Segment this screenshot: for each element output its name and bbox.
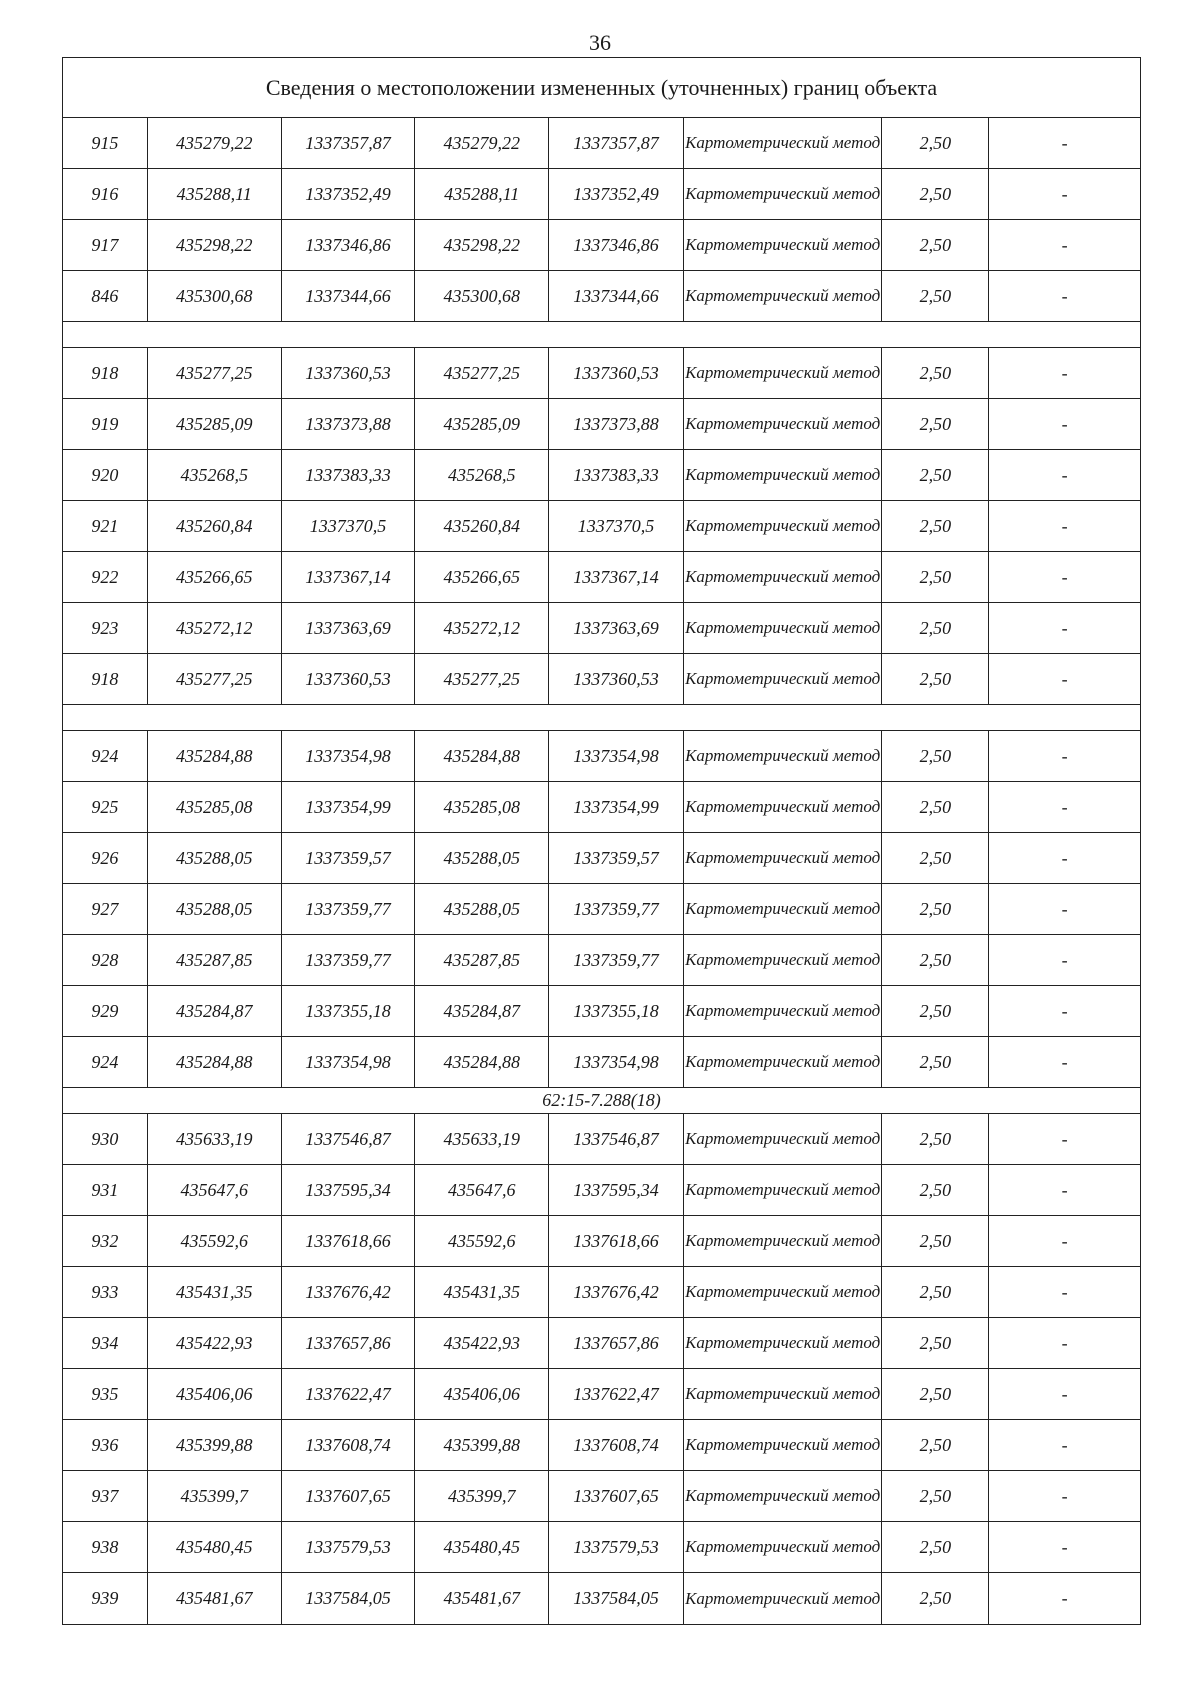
method-cell: Картометрический метод <box>684 552 883 602</box>
x-existing-cell: 435284,88 <box>148 731 282 781</box>
section-separator: 62:15-7.288(18) <box>63 1088 1140 1114</box>
table-row <box>63 1522 1140 1573</box>
y-refined-cell: 1337584,05 <box>549 1573 684 1624</box>
table-row <box>63 399 1140 450</box>
x-refined-cell: 435272,12 <box>415 603 549 653</box>
note-cell: - <box>1061 796 1068 817</box>
method-cell: Картометрический метод <box>684 1267 883 1317</box>
accuracy-cell: 2,50 <box>882 1165 989 1215</box>
method-cell: Картометрический метод <box>684 118 883 168</box>
x-refined-cell: 435481,67 <box>415 1573 549 1624</box>
point-number-cell: 919 <box>63 399 148 449</box>
y-refined-cell: 1337373,88 <box>549 399 684 449</box>
y-refined-cell: 1337363,69 <box>549 603 684 653</box>
table-row <box>63 603 1140 654</box>
point-number-cell: 931 <box>63 1165 148 1215</box>
y-existing-cell: 1337354,99 <box>282 782 416 832</box>
x-existing-cell: 435431,35 <box>148 1267 282 1317</box>
method-cell: Картометрический метод <box>684 884 883 934</box>
x-refined-cell: 435277,25 <box>415 654 549 704</box>
table-row <box>63 986 1140 1037</box>
table-title: Сведения о местоположении измененных (уточненных) границ объекта <box>63 58 1140 118</box>
x-refined-cell: 435406,06 <box>415 1369 549 1419</box>
accuracy-cell: 2,50 <box>882 1318 989 1368</box>
accuracy-cell: 2,50 <box>882 603 989 653</box>
page-number: 36 <box>589 30 611 55</box>
note-cell: - <box>1061 949 1068 970</box>
note-cell: - <box>1061 515 1068 536</box>
table-row <box>63 348 1140 399</box>
y-existing-cell: 1337346,86 <box>282 220 416 270</box>
y-existing-cell: 1337344,66 <box>282 271 416 321</box>
y-existing-cell: 1337607,65 <box>282 1471 416 1521</box>
x-refined-cell: 435300,68 <box>415 271 549 321</box>
accuracy-cell: 2,50 <box>882 1037 989 1087</box>
table-row <box>63 1267 1140 1318</box>
table-row <box>63 654 1140 705</box>
y-refined-cell: 1337360,53 <box>549 654 684 704</box>
note-cell: - <box>1061 464 1068 485</box>
accuracy-cell: 2,50 <box>882 1369 989 1419</box>
y-refined-cell: 1337622,47 <box>549 1369 684 1419</box>
method-cell: Картометрический метод <box>684 935 883 985</box>
accuracy-cell: 2,50 <box>882 348 989 398</box>
table-row <box>63 220 1140 271</box>
accuracy-cell: 2,50 <box>882 1471 989 1521</box>
accuracy-cell: 2,50 <box>882 450 989 500</box>
x-existing-cell: 435260,84 <box>148 501 282 551</box>
x-refined-cell: 435268,5 <box>415 450 549 500</box>
y-existing-cell: 1337354,98 <box>282 731 416 781</box>
x-refined-cell: 435647,6 <box>415 1165 549 1215</box>
note-cell: - <box>1061 1332 1068 1353</box>
note-cell: - <box>1061 1383 1068 1404</box>
x-refined-cell: 435399,88 <box>415 1420 549 1470</box>
point-number-cell: 922 <box>63 552 148 602</box>
x-existing-cell: 435633,19 <box>148 1114 282 1164</box>
x-refined-cell: 435592,6 <box>415 1216 549 1266</box>
x-refined-cell: 435422,93 <box>415 1318 549 1368</box>
point-number-cell: 937 <box>63 1471 148 1521</box>
table-row <box>63 731 1140 782</box>
method-cell: Картометрический метод <box>684 1369 883 1419</box>
y-existing-cell: 1337359,77 <box>282 935 416 985</box>
y-refined-cell: 1337344,66 <box>549 271 684 321</box>
accuracy-cell: 2,50 <box>882 399 989 449</box>
note-cell: - <box>1061 183 1068 204</box>
y-refined-cell: 1337657,86 <box>549 1318 684 1368</box>
y-refined-cell: 1337352,49 <box>549 169 684 219</box>
table-row <box>63 118 1140 169</box>
method-cell: Картометрический метод <box>684 1471 883 1521</box>
method-cell: Картометрический метод <box>684 271 883 321</box>
note-cell: - <box>1061 847 1068 868</box>
accuracy-cell: 2,50 <box>882 501 989 551</box>
x-existing-cell: 435399,88 <box>148 1420 282 1470</box>
method-cell: Картометрический метод <box>684 1037 883 1087</box>
accuracy-cell: 2,50 <box>882 833 989 883</box>
table-row <box>63 1037 1140 1088</box>
y-refined-cell: 1337579,53 <box>549 1522 684 1572</box>
x-existing-cell: 435277,25 <box>148 348 282 398</box>
y-refined-cell: 1337608,74 <box>549 1420 684 1470</box>
x-existing-cell: 435284,88 <box>148 1037 282 1087</box>
method-cell: Картометрический метод <box>684 654 883 704</box>
method-cell: Картометрический метод <box>684 501 883 551</box>
x-refined-cell: 435298,22 <box>415 220 549 270</box>
x-existing-cell: 435399,7 <box>148 1471 282 1521</box>
y-existing-cell: 1337676,42 <box>282 1267 416 1317</box>
x-existing-cell: 435647,6 <box>148 1165 282 1215</box>
point-number-cell: 925 <box>63 782 148 832</box>
point-number-cell: 924 <box>63 731 148 781</box>
x-refined-cell: 435260,84 <box>415 501 549 551</box>
point-number-cell: 934 <box>63 1318 148 1368</box>
table-row <box>63 1216 1140 1267</box>
point-number-cell: 918 <box>63 654 148 704</box>
method-cell: Картометрический метод <box>684 1165 883 1215</box>
table-row <box>63 450 1140 501</box>
point-number-cell: 927 <box>63 884 148 934</box>
boundary-table <box>62 57 1141 1625</box>
y-existing-cell: 1337360,53 <box>282 654 416 704</box>
table-row <box>63 935 1140 986</box>
x-refined-cell: 435284,88 <box>415 731 549 781</box>
y-existing-cell: 1337354,98 <box>282 1037 416 1087</box>
method-cell: Картометрический метод <box>684 1216 883 1266</box>
x-existing-cell: 435288,05 <box>148 833 282 883</box>
accuracy-cell: 2,50 <box>882 1216 989 1266</box>
x-existing-cell: 435277,25 <box>148 654 282 704</box>
note-cell: - <box>1061 132 1068 153</box>
y-existing-cell: 1337352,49 <box>282 169 416 219</box>
y-refined-cell: 1337367,14 <box>549 552 684 602</box>
y-refined-cell: 1337357,87 <box>549 118 684 168</box>
method-cell: Картометрический метод <box>684 731 883 781</box>
y-existing-cell: 1337367,14 <box>282 552 416 602</box>
note-cell: - <box>1061 285 1068 306</box>
y-existing-cell: 1337373,88 <box>282 399 416 449</box>
method-cell: Картометрический метод <box>684 833 883 883</box>
note-cell: - <box>1061 413 1068 434</box>
table-row <box>63 501 1140 552</box>
y-existing-cell: 1337359,57 <box>282 833 416 883</box>
x-refined-cell: 435284,88 <box>415 1037 549 1087</box>
method-cell: Картометрический метод <box>684 1420 883 1470</box>
y-refined-cell: 1337354,98 <box>549 731 684 781</box>
y-refined-cell: 1337383,33 <box>549 450 684 500</box>
x-existing-cell: 435481,67 <box>148 1573 282 1624</box>
point-number-cell: 921 <box>63 501 148 551</box>
x-refined-cell: 435285,08 <box>415 782 549 832</box>
accuracy-cell: 2,50 <box>882 1114 989 1164</box>
accuracy-cell: 2,50 <box>882 782 989 832</box>
note-cell: - <box>1061 1434 1068 1455</box>
method-cell: Картометрический метод <box>684 603 883 653</box>
y-existing-cell: 1337355,18 <box>282 986 416 1036</box>
y-refined-cell: 1337346,86 <box>549 220 684 270</box>
accuracy-cell: 2,50 <box>882 654 989 704</box>
table-row <box>63 1318 1140 1369</box>
x-refined-cell: 435480,45 <box>415 1522 549 1572</box>
accuracy-cell: 2,50 <box>882 1522 989 1572</box>
accuracy-cell: 2,50 <box>882 1420 989 1470</box>
y-refined-cell: 1337355,18 <box>549 986 684 1036</box>
y-existing-cell: 1337622,47 <box>282 1369 416 1419</box>
y-refined-cell: 1337354,98 <box>549 1037 684 1087</box>
table-body <box>63 118 1140 1624</box>
note-cell: - <box>1061 234 1068 255</box>
note-cell: - <box>1061 1179 1068 1200</box>
table-row <box>63 782 1140 833</box>
point-number-cell: 935 <box>63 1369 148 1419</box>
x-existing-cell: 435288,11 <box>148 169 282 219</box>
accuracy-cell: 2,50 <box>882 118 989 168</box>
note-cell: - <box>1061 1051 1068 1072</box>
note-cell: - <box>1061 617 1068 638</box>
note-cell: - <box>1061 745 1068 766</box>
x-refined-cell: 435431,35 <box>415 1267 549 1317</box>
point-number-cell: 918 <box>63 348 148 398</box>
accuracy-cell: 2,50 <box>882 220 989 270</box>
x-refined-cell: 435279,22 <box>415 118 549 168</box>
x-refined-cell: 435287,85 <box>415 935 549 985</box>
table-row <box>63 1573 1140 1624</box>
y-refined-cell: 1337595,34 <box>549 1165 684 1215</box>
method-cell: Картометрический метод <box>684 348 883 398</box>
point-number-cell: 938 <box>63 1522 148 1572</box>
y-existing-cell: 1337370,5 <box>282 501 416 551</box>
point-number-cell: 932 <box>63 1216 148 1266</box>
note-cell: - <box>1061 1485 1068 1506</box>
x-refined-cell: 435288,05 <box>415 884 549 934</box>
point-number-cell: 933 <box>63 1267 148 1317</box>
point-number-cell: 917 <box>63 220 148 270</box>
method-cell: Картометрический метод <box>684 1318 883 1368</box>
x-refined-cell: 435266,65 <box>415 552 549 602</box>
y-refined-cell: 1337618,66 <box>549 1216 684 1266</box>
note-cell: - <box>1061 1000 1068 1021</box>
table-row <box>63 1114 1140 1165</box>
table-row <box>63 552 1140 603</box>
accuracy-cell: 2,50 <box>882 884 989 934</box>
method-cell: Картометрический метод <box>684 169 883 219</box>
y-refined-cell: 1337546,87 <box>549 1114 684 1164</box>
note-cell: - <box>1061 898 1068 919</box>
method-cell: Картометрический метод <box>684 220 883 270</box>
method-cell: Картометрический метод <box>684 986 883 1036</box>
accuracy-cell: 2,50 <box>882 271 989 321</box>
x-existing-cell: 435300,68 <box>148 271 282 321</box>
accuracy-cell: 2,50 <box>882 552 989 602</box>
table-row <box>63 833 1140 884</box>
table-row <box>63 1471 1140 1522</box>
table-row <box>63 271 1140 322</box>
x-refined-cell: 435285,09 <box>415 399 549 449</box>
y-refined-cell: 1337354,99 <box>549 782 684 832</box>
x-refined-cell: 435399,7 <box>415 1471 549 1521</box>
y-existing-cell: 1337595,34 <box>282 1165 416 1215</box>
accuracy-cell: 2,50 <box>882 986 989 1036</box>
y-existing-cell: 1337584,05 <box>282 1573 416 1624</box>
accuracy-cell: 2,50 <box>882 731 989 781</box>
point-number-cell: 916 <box>63 169 148 219</box>
y-existing-cell: 1337546,87 <box>282 1114 416 1164</box>
note-cell: - <box>1061 566 1068 587</box>
x-existing-cell: 435480,45 <box>148 1522 282 1572</box>
x-existing-cell: 435285,09 <box>148 399 282 449</box>
y-existing-cell: 1337657,86 <box>282 1318 416 1368</box>
x-refined-cell: 435288,11 <box>415 169 549 219</box>
x-existing-cell: 435287,85 <box>148 935 282 985</box>
x-existing-cell: 435285,08 <box>148 782 282 832</box>
x-existing-cell: 435272,12 <box>148 603 282 653</box>
note-cell: - <box>1061 1230 1068 1251</box>
accuracy-cell: 2,50 <box>882 169 989 219</box>
x-existing-cell: 435592,6 <box>148 1216 282 1266</box>
y-refined-cell: 1337360,53 <box>549 348 684 398</box>
x-existing-cell: 435266,65 <box>148 552 282 602</box>
table-row <box>63 1369 1140 1420</box>
y-existing-cell: 1337360,53 <box>282 348 416 398</box>
point-number-cell: 924 <box>63 1037 148 1087</box>
note-cell: - <box>1061 1588 1068 1608</box>
y-refined-cell: 1337370,5 <box>549 501 684 551</box>
x-existing-cell: 435288,05 <box>148 884 282 934</box>
point-number-cell: 923 <box>63 603 148 653</box>
x-existing-cell: 435284,87 <box>148 986 282 1036</box>
note-cell: - <box>1061 1536 1068 1557</box>
note-cell: - <box>1061 362 1068 383</box>
y-existing-cell: 1337579,53 <box>282 1522 416 1572</box>
point-number-cell: 920 <box>63 450 148 500</box>
table-row <box>63 169 1140 220</box>
point-number-cell: 928 <box>63 935 148 985</box>
point-number-cell: 915 <box>63 118 148 168</box>
note-cell: - <box>1061 668 1068 689</box>
note-cell: - <box>1061 1128 1068 1149</box>
method-cell: Картометрический метод <box>684 399 883 449</box>
x-existing-cell: 435422,93 <box>148 1318 282 1368</box>
point-number-cell: 936 <box>63 1420 148 1470</box>
point-number-cell: 929 <box>63 986 148 1036</box>
point-number-cell: 939 <box>63 1573 148 1624</box>
y-refined-cell: 1337607,65 <box>549 1471 684 1521</box>
section-separator <box>63 322 1140 348</box>
y-existing-cell: 1337618,66 <box>282 1216 416 1266</box>
x-existing-cell: 435279,22 <box>148 118 282 168</box>
table-row <box>63 884 1140 935</box>
y-refined-cell: 1337359,77 <box>549 935 684 985</box>
y-existing-cell: 1337357,87 <box>282 118 416 168</box>
x-refined-cell: 435288,05 <box>415 833 549 883</box>
y-refined-cell: 1337359,57 <box>549 833 684 883</box>
method-cell: Картометрический метод <box>684 1573 883 1624</box>
accuracy-cell: 2,50 <box>882 1267 989 1317</box>
accuracy-cell: 2,50 <box>882 1573 989 1624</box>
x-refined-cell: 435633,19 <box>415 1114 549 1164</box>
y-existing-cell: 1337383,33 <box>282 450 416 500</box>
y-existing-cell: 1337363,69 <box>282 603 416 653</box>
y-refined-cell: 1337359,77 <box>549 884 684 934</box>
point-number-cell: 930 <box>63 1114 148 1164</box>
y-existing-cell: 1337608,74 <box>282 1420 416 1470</box>
method-cell: Картометрический метод <box>684 450 883 500</box>
point-number-cell: 846 <box>63 271 148 321</box>
table-row <box>63 1420 1140 1471</box>
point-number-cell: 926 <box>63 833 148 883</box>
method-cell: Картометрический метод <box>684 782 883 832</box>
note-cell: - <box>1061 1281 1068 1302</box>
x-refined-cell: 435277,25 <box>415 348 549 398</box>
table-row <box>63 1165 1140 1216</box>
y-existing-cell: 1337359,77 <box>282 884 416 934</box>
section-separator <box>63 705 1140 731</box>
method-cell: Картометрический метод <box>684 1114 883 1164</box>
x-refined-cell: 435284,87 <box>415 986 549 1036</box>
accuracy-cell: 2,50 <box>882 935 989 985</box>
y-refined-cell: 1337676,42 <box>549 1267 684 1317</box>
method-cell: Картометрический метод <box>684 1522 883 1572</box>
x-existing-cell: 435298,22 <box>148 220 282 270</box>
x-existing-cell: 435406,06 <box>148 1369 282 1419</box>
x-existing-cell: 435268,5 <box>148 450 282 500</box>
